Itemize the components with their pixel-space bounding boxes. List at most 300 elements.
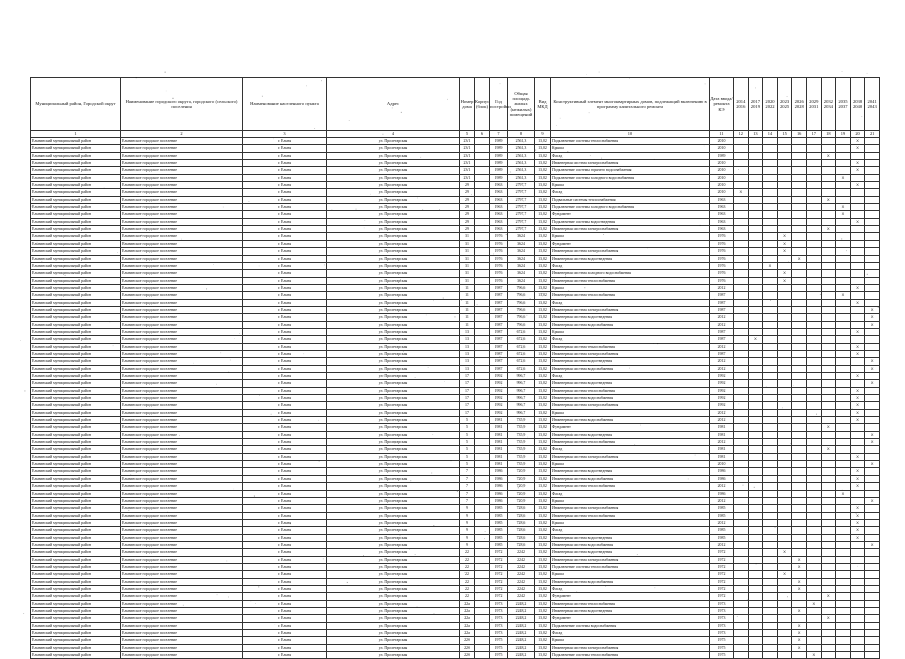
period-mark-cell — [865, 527, 880, 534]
period-mark-cell — [763, 615, 778, 622]
period-mark-cell — [821, 174, 836, 181]
column-number: 6 — [475, 131, 490, 138]
address-cell: ул. Пролетарская — [327, 431, 460, 438]
locality-cell: г. Ельня — [243, 644, 327, 651]
district-cell: Ельнинский муниципальный район — [31, 630, 121, 637]
period-mark-cell — [748, 541, 763, 548]
address-cell: ул. Пролетарская — [327, 615, 460, 622]
header-period-2041: 2041 2043 — [865, 78, 880, 131]
mkd-type-cell: 13,02 — [535, 395, 551, 402]
settlement-cell: Ельнинское городское поселение — [121, 630, 243, 637]
table-row — [31, 475, 880, 482]
address-cell: ул. Пролетарская — [327, 483, 460, 490]
floor-area-cell: 2561,3 — [508, 167, 535, 174]
house-number-cell: 31 — [460, 255, 475, 262]
period-mark-cell — [748, 615, 763, 622]
column-number: 21 — [865, 131, 880, 138]
period-mark-cell — [734, 652, 749, 659]
mkd-type-cell: 13,02 — [535, 321, 551, 328]
district-cell: Ельнинский муниципальный район — [31, 248, 121, 255]
period-mark-cell — [748, 196, 763, 203]
block-cell — [475, 431, 490, 438]
address-cell: ул. Пролетарская — [327, 439, 460, 446]
settlement-cell: Ельнинское городское поселение — [121, 395, 243, 402]
period-mark-cell — [836, 600, 851, 607]
mkd-type-cell: 13,02 — [535, 145, 551, 152]
floor-area-cell: 996,7 — [508, 402, 535, 409]
settlement-cell: Ельнинское городское поселение — [121, 497, 243, 504]
settlement-cell: Ельнинское городское поселение — [121, 145, 243, 152]
locality-cell: г. Ельня — [243, 174, 327, 181]
mkd-type-cell: 13,02 — [535, 534, 551, 541]
period-mark-cell — [836, 453, 851, 460]
address-cell: ул. Пролетарская — [327, 395, 460, 402]
period-mark-cell — [748, 578, 763, 585]
period-mark-cell — [865, 615, 880, 622]
period-mark-cell: X — [792, 644, 807, 651]
floor-area-cell: 720,9 — [508, 490, 535, 497]
period-mark-cell — [821, 248, 836, 255]
address-cell: ул. Пролетарская — [327, 306, 460, 313]
floor-area-cell: 2797,7 — [508, 226, 535, 233]
period-mark-cell — [777, 424, 792, 431]
address-cell: ул. Пролетарская — [327, 211, 460, 218]
mkd-type-cell: 13,02 — [535, 358, 551, 365]
district-cell: Ельнинский муниципальный район — [31, 211, 121, 218]
locality-cell: г. Ельня — [243, 138, 327, 145]
locality-cell: г. Ельня — [243, 630, 327, 637]
period-mark-cell — [821, 505, 836, 512]
repair-date-cell: 1981 — [710, 431, 734, 438]
settlement-cell: Ельнинское городское поселение — [121, 292, 243, 299]
repair-date-cell: 1972 — [710, 593, 734, 600]
period-mark-cell: X — [865, 306, 880, 313]
period-mark-cell — [777, 519, 792, 526]
mkd-type-cell: 13,02 — [535, 306, 551, 313]
house-number-cell: 5 — [460, 453, 475, 460]
table-row — [31, 152, 880, 159]
block-cell — [475, 174, 490, 181]
settlement-cell: Ельнинское городское поселение — [121, 343, 243, 350]
block-cell — [475, 417, 490, 424]
build-year-cell: 1972 — [490, 549, 508, 556]
period-mark-cell — [763, 182, 778, 189]
repair-date-cell: 1976 — [710, 233, 734, 240]
block-cell — [475, 652, 490, 659]
floor-area-cell: 2242 — [508, 593, 535, 600]
house-number-cell: 31 — [460, 270, 475, 277]
settlement-cell: Ельнинское городское поселение — [121, 380, 243, 387]
period-mark-cell — [748, 233, 763, 240]
period-mark-cell — [806, 519, 821, 526]
house-number-cell: 22а — [460, 615, 475, 622]
block-cell — [475, 395, 490, 402]
period-mark-cell — [850, 152, 865, 159]
period-mark-cell — [734, 461, 749, 468]
period-mark-cell — [734, 204, 749, 211]
locality-cell: г. Ельня — [243, 255, 327, 262]
period-mark-cell — [850, 461, 865, 468]
period-mark-cell — [865, 549, 880, 556]
structural-element-cell: Инженерная система электроснабжения — [551, 306, 710, 313]
block-cell — [475, 409, 490, 416]
period-mark-cell — [850, 439, 865, 446]
structural-element-cell: Инженерная система водоотведения — [551, 380, 710, 387]
mkd-type-cell: 13,02 — [535, 226, 551, 233]
period-mark-cell — [734, 380, 749, 387]
floor-area-cell: 720,9 — [508, 497, 535, 504]
house-number-cell: 17 — [460, 387, 475, 394]
period-mark-cell — [821, 571, 836, 578]
period-mark-cell — [763, 211, 778, 218]
locality-cell: г. Ельня — [243, 615, 327, 622]
period-mark-cell — [806, 262, 821, 269]
block-cell — [475, 644, 490, 651]
period-mark-cell — [734, 519, 749, 526]
build-year-cell: 1972 — [490, 593, 508, 600]
district-cell: Ельнинский муниципальный район — [31, 387, 121, 394]
repair-date-cell: 1975 — [710, 652, 734, 659]
period-mark-cell — [806, 218, 821, 225]
period-mark-cell — [865, 512, 880, 519]
period-mark-cell — [806, 306, 821, 313]
header-period-2014: 2014 2016 — [734, 78, 749, 131]
period-mark-cell — [792, 284, 807, 291]
address-cell: ул. Пролетарская — [327, 652, 460, 659]
house-number-cell: 31 — [460, 277, 475, 284]
table-row — [31, 571, 880, 578]
period-mark-cell — [777, 527, 792, 534]
structural-element-cell: Инженерная система водоснабжения — [551, 417, 710, 424]
settlement-cell: Ельнинское городское поселение — [121, 373, 243, 380]
period-mark-cell — [763, 622, 778, 629]
period-mark-cell — [792, 336, 807, 343]
period-mark-cell — [734, 512, 749, 519]
period-mark-cell — [777, 395, 792, 402]
period-mark-cell — [763, 365, 778, 372]
floor-area-cell: 720,9 — [508, 475, 535, 482]
header-district: Муниципальный район, Городской округ — [31, 78, 121, 131]
locality-cell: г. Ельня — [243, 395, 327, 402]
repair-date-cell: 1986 — [710, 475, 734, 482]
address-cell: ул. Пролетарская — [327, 549, 460, 556]
repair-date-cell: 2012 — [710, 409, 734, 416]
column-number: 7 — [490, 131, 508, 138]
table-row — [31, 483, 880, 490]
mkd-type-cell: 13,02 — [535, 262, 551, 269]
district-cell: Ельнинский муниципальный район — [31, 644, 121, 651]
locality-cell: г. Ельня — [243, 182, 327, 189]
period-mark-cell — [748, 512, 763, 519]
period-mark-cell — [734, 446, 749, 453]
address-cell: ул. Пролетарская — [327, 497, 460, 504]
scan-speck — [24, 391, 25, 392]
period-mark-cell — [806, 468, 821, 475]
period-mark-cell: X — [850, 160, 865, 167]
period-mark-cell — [748, 549, 763, 556]
period-mark-cell — [865, 138, 880, 145]
table-row — [31, 519, 880, 526]
structural-element-cell: Инженерная система водоотведения — [551, 549, 710, 556]
build-year-cell: 1963 — [490, 226, 508, 233]
floor-area-cell: 796,6 — [508, 314, 535, 321]
period-mark-cell — [734, 593, 749, 600]
header-period-2035: 2035 2037 — [836, 78, 851, 131]
period-mark-cell — [792, 497, 807, 504]
period-mark-cell — [836, 519, 851, 526]
build-year-cell: 1976 — [490, 248, 508, 255]
district-cell: Ельнинский муниципальный район — [31, 189, 121, 196]
structural-element-cell: Инженерная система холодного водоснабжения — [551, 270, 710, 277]
period-mark-cell — [777, 439, 792, 446]
period-mark-cell — [792, 204, 807, 211]
period-mark-cell — [836, 541, 851, 548]
floor-area-cell: 2248,2 — [508, 652, 535, 659]
period-mark-cell — [748, 277, 763, 284]
house-number-cell: 22 — [460, 578, 475, 585]
period-mark-cell — [734, 424, 749, 431]
period-mark-cell — [734, 350, 749, 357]
period-mark-cell: X — [865, 365, 880, 372]
build-year-cell: 1987 — [490, 292, 508, 299]
district-cell: Ельнинский муниципальный район — [31, 431, 121, 438]
period-mark-cell — [836, 497, 851, 504]
period-mark-cell — [821, 585, 836, 592]
repair-date-cell: 1987 — [710, 292, 734, 299]
period-mark-cell — [734, 622, 749, 629]
locality-cell: г. Ельня — [243, 387, 327, 394]
table-row — [31, 248, 880, 255]
period-mark-cell — [734, 321, 749, 328]
period-mark-cell — [777, 226, 792, 233]
repair-date-cell: 1973 — [710, 615, 734, 622]
table-row — [31, 270, 880, 277]
block-cell — [475, 519, 490, 526]
period-mark-cell: X — [821, 446, 836, 453]
header-period-2020: 2020 2022 — [763, 78, 778, 131]
column-number: 14 — [763, 131, 778, 138]
floor-area-cell: 2248,2 — [508, 637, 535, 644]
address-cell: ул. Пролетарская — [327, 182, 460, 189]
period-mark-cell — [734, 255, 749, 262]
structural-element-cell: Подключение системы теплоснабжения — [551, 563, 710, 570]
period-mark-cell — [836, 189, 851, 196]
period-mark-cell: X — [850, 328, 865, 335]
period-mark-cell — [734, 409, 749, 416]
period-mark-cell — [777, 446, 792, 453]
period-mark-cell — [734, 541, 749, 548]
structural-element-cell: Подключение системы теплоснабжения — [551, 138, 710, 145]
period-mark-cell — [836, 439, 851, 446]
period-mark-cell — [865, 182, 880, 189]
block-cell — [475, 556, 490, 563]
house-number-cell: 23/1 — [460, 138, 475, 145]
floor-area-cell: 996,7 — [508, 373, 535, 380]
settlement-cell: Ельнинское городское поселение — [121, 615, 243, 622]
period-mark-cell: X — [850, 483, 865, 490]
period-mark-cell — [734, 637, 749, 644]
house-number-cell: 13 — [460, 336, 475, 343]
period-mark-cell — [777, 350, 792, 357]
period-mark-cell — [763, 299, 778, 306]
period-mark-cell — [865, 652, 880, 659]
period-mark-cell — [792, 233, 807, 240]
period-mark-cell: X — [850, 350, 865, 357]
build-year-cell: 1975 — [490, 652, 508, 659]
build-year-cell: 1972 — [490, 563, 508, 570]
locality-cell: г. Ельня — [243, 160, 327, 167]
period-mark-cell — [748, 402, 763, 409]
period-mark-cell — [734, 138, 749, 145]
repair-date-cell: 2012 — [710, 314, 734, 321]
mkd-type-cell: 13,02 — [535, 240, 551, 247]
structural-element-cell: Фасад — [551, 585, 710, 592]
period-mark-cell — [763, 585, 778, 592]
floor-area-cell: 735,9 — [508, 446, 535, 453]
period-mark-cell — [865, 336, 880, 343]
period-mark-cell — [850, 248, 865, 255]
settlement-cell: Ельнинское городское поселение — [121, 409, 243, 416]
address-cell: ул. Пролетарская — [327, 152, 460, 159]
structural-element-cell: Фасад — [551, 262, 710, 269]
period-mark-cell — [777, 563, 792, 570]
header-period-2038: 2038 2040 — [850, 78, 865, 131]
period-mark-cell: X — [836, 490, 851, 497]
period-mark-cell — [836, 182, 851, 189]
structural-element-cell: Инженерная система теплоснабжения — [551, 439, 710, 446]
period-mark-cell — [777, 321, 792, 328]
repair-date-cell: 1976 — [710, 262, 734, 269]
period-mark-cell — [777, 218, 792, 225]
period-mark-cell — [792, 277, 807, 284]
period-mark-cell — [821, 402, 836, 409]
period-mark-cell — [821, 240, 836, 247]
period-mark-cell — [821, 350, 836, 357]
mkd-type-cell: 13,02 — [535, 218, 551, 225]
period-mark-cell — [763, 167, 778, 174]
period-mark-cell — [763, 233, 778, 240]
period-mark-cell — [734, 218, 749, 225]
build-year-cell: 1972 — [490, 585, 508, 592]
period-mark-cell — [836, 417, 851, 424]
period-mark-cell — [763, 196, 778, 203]
period-mark-cell — [836, 409, 851, 416]
period-mark-cell: X — [836, 204, 851, 211]
block-cell — [475, 270, 490, 277]
build-year-cell: 1989 — [490, 160, 508, 167]
address-cell: ул. Пролетарская — [327, 233, 460, 240]
structural-element-cell: Инженерная система электроснабжения — [551, 453, 710, 460]
district-cell: Ельнинский муниципальный район — [31, 343, 121, 350]
table-row — [31, 608, 880, 615]
period-mark-cell — [850, 424, 865, 431]
locality-cell: г. Ельня — [243, 578, 327, 585]
period-mark-cell — [865, 409, 880, 416]
structural-element-cell: Инженерная система водоотведения — [551, 608, 710, 615]
period-mark-cell — [748, 321, 763, 328]
structural-element-cell: Инженерная система теплоснабжения — [551, 292, 710, 299]
locality-cell: г. Ельня — [243, 284, 327, 291]
period-mark-cell — [865, 343, 880, 350]
block-cell — [475, 167, 490, 174]
district-cell: Ельнинский муниципальный район — [31, 556, 121, 563]
repair-date-cell: 1985 — [710, 527, 734, 534]
floor-area-cell: 2561,3 — [508, 152, 535, 159]
settlement-cell: Ельнинское городское поселение — [121, 167, 243, 174]
period-mark-cell — [763, 395, 778, 402]
table-row — [31, 490, 880, 497]
address-cell: ул. Пролетарская — [327, 350, 460, 357]
period-mark-cell — [806, 505, 821, 512]
period-mark-cell — [748, 622, 763, 629]
block-cell — [475, 373, 490, 380]
period-mark-cell — [836, 152, 851, 159]
locality-cell: г. Ельня — [243, 652, 327, 659]
period-mark-cell — [792, 174, 807, 181]
locality-cell: г. Ельня — [243, 563, 327, 570]
block-cell — [475, 314, 490, 321]
mkd-type-cell: 13,02 — [535, 424, 551, 431]
period-mark-cell — [806, 277, 821, 284]
block-cell — [475, 299, 490, 306]
period-mark-cell — [748, 571, 763, 578]
column-number: 18 — [821, 131, 836, 138]
period-mark-cell — [806, 336, 821, 343]
period-mark-cell — [777, 541, 792, 548]
period-mark-cell — [748, 284, 763, 291]
locality-cell: г. Ельня — [243, 292, 327, 299]
block-cell — [475, 262, 490, 269]
period-mark-cell — [792, 299, 807, 306]
period-mark-cell — [763, 402, 778, 409]
period-mark-cell — [777, 343, 792, 350]
period-mark-cell — [806, 490, 821, 497]
address-cell: ул. Пролетарская — [327, 644, 460, 651]
block-cell — [475, 593, 490, 600]
period-mark-cell — [865, 373, 880, 380]
mkd-type-cell: 13,02 — [535, 373, 551, 380]
period-mark-cell — [777, 585, 792, 592]
table-row — [31, 461, 880, 468]
period-mark-cell — [748, 556, 763, 563]
period-mark-cell — [865, 277, 880, 284]
district-cell: Ельнинский муниципальный район — [31, 373, 121, 380]
locality-cell: г. Ельня — [243, 218, 327, 225]
settlement-cell: Ельнинское городское поселение — [121, 336, 243, 343]
table-row — [31, 424, 880, 431]
period-mark-cell — [777, 174, 792, 181]
house-number-cell: 29 — [460, 182, 475, 189]
build-year-cell: 1981 — [490, 446, 508, 453]
period-mark-cell — [821, 461, 836, 468]
period-mark-cell — [850, 321, 865, 328]
period-mark-cell — [763, 541, 778, 548]
structural-element-cell: Подключение системы водоотведения — [551, 218, 710, 225]
structural-element-cell: Крыша — [551, 182, 710, 189]
period-mark-cell — [836, 248, 851, 255]
period-mark-cell — [850, 637, 865, 644]
period-mark-cell — [821, 578, 836, 585]
period-mark-cell — [792, 343, 807, 350]
period-mark-cell — [748, 145, 763, 152]
repair-date-cell: 1987 — [710, 350, 734, 357]
table-row — [31, 365, 880, 372]
period-mark-cell — [806, 204, 821, 211]
period-mark-cell — [865, 585, 880, 592]
structural-element-cell: Инженерная система водоотведения — [551, 314, 710, 321]
period-mark-cell — [850, 556, 865, 563]
district-cell: Ельнинский муниципальный район — [31, 424, 121, 431]
